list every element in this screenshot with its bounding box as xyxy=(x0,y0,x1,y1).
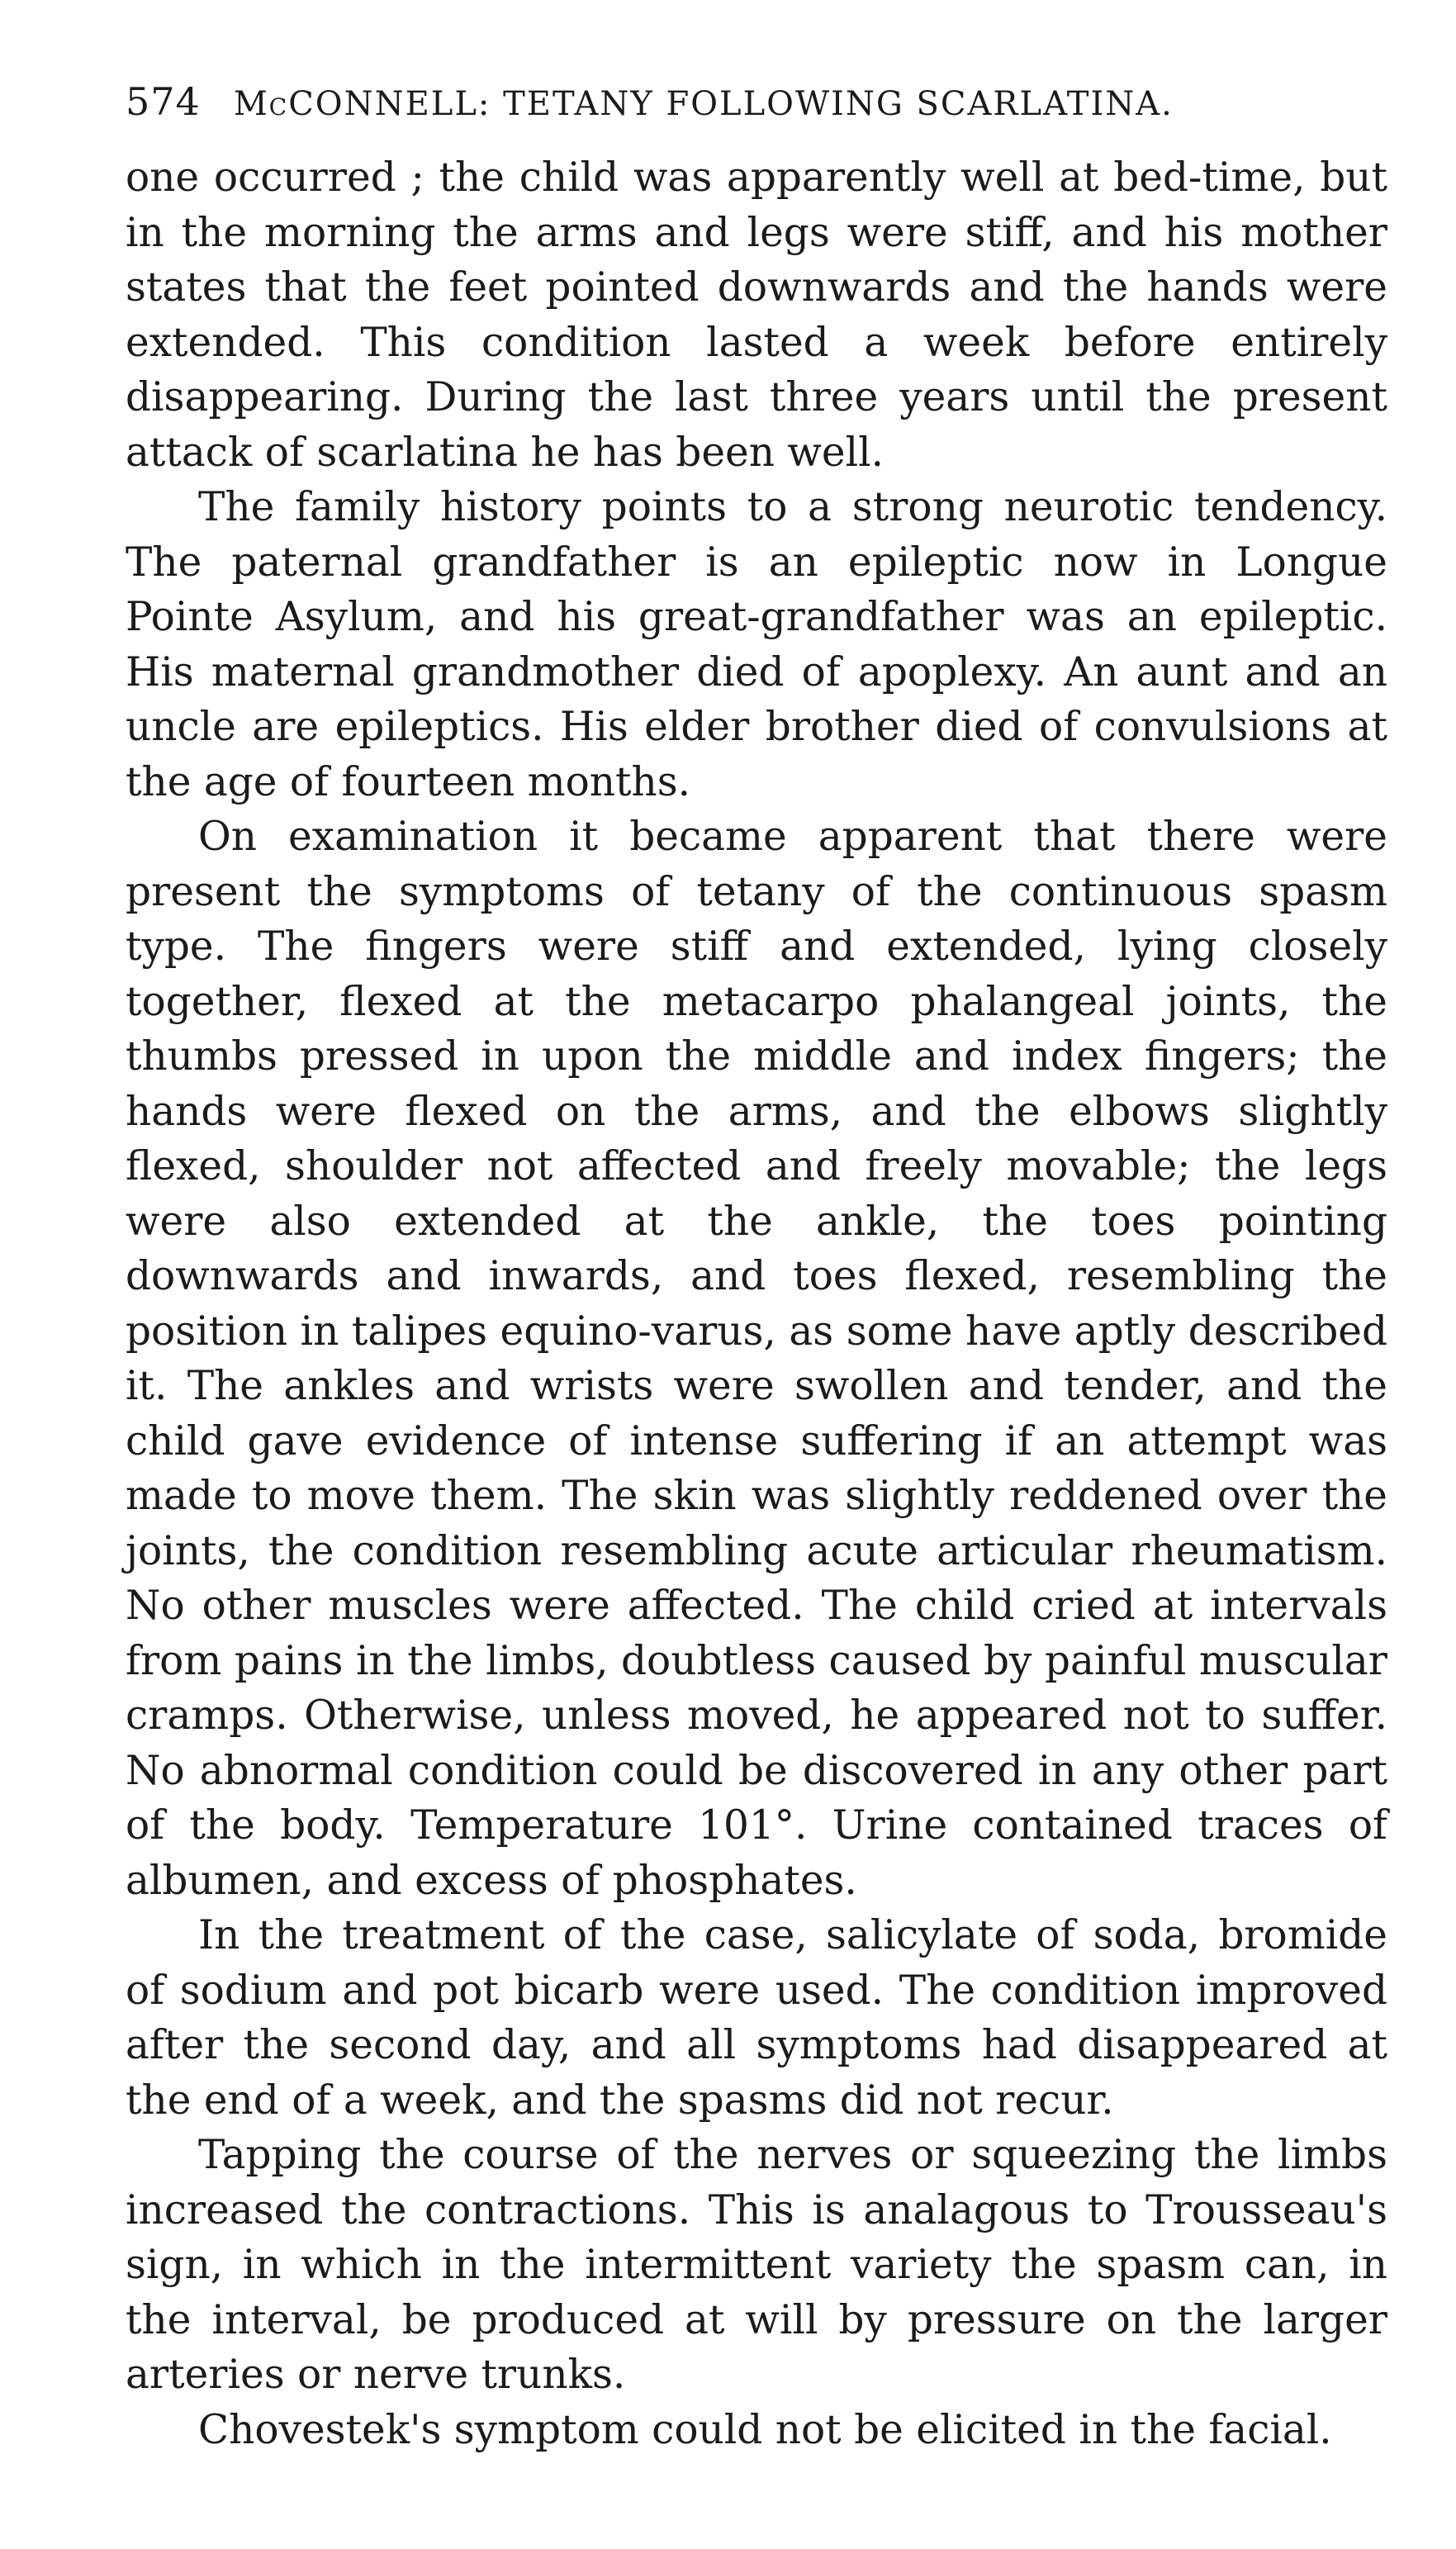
paragraph-treatment: In the treatment of the case, salicylate of soda, bromide of sodium and pot bicarb were used. The condition improved after the second day, and all symptoms had disappeared at the end of a week, and the spasms did not recur. xyxy=(126,1912,1387,2124)
paragraph-continued: one occurred ; the child was apparently well at bed-time, but in the morning the arms and legs were stiff, and his mother states that the feet pointed downwards and the hands were extended. This condition lasted a week before entirely disappearing. During the last three years until the present attack of scarlatina he has been well. xyxy=(126,154,1387,476)
body-text xyxy=(126,150,1387,2457)
paragraph-trousseau-sign: Tapping the course of the nerves or squeezing the limbs increased the contractions. This is analagous to Trousseau's sign, in which in the intermittent variety the spasm can, in the interval, be produced at will by pressure on the larger arteries or nerve trunks. xyxy=(126,2132,1387,2398)
page-number: 574 xyxy=(126,79,201,124)
running-head xyxy=(126,79,1387,129)
paragraph-family-history: The family history points to a strong neurotic tendency. The paternal grandfather is an epileptic now in Longue Pointe Asylum, and his great-grandfather was an epileptic. His maternal grandmother died of apoplexy. An aunt and an uncle are epileptics. His elder brother died of convulsions at the age of fourteen months. xyxy=(126,484,1387,805)
paragraph-examination: On examination it became apparent that there were present the symptoms of tetany of the continuous spasm type. The fingers were stiff and extended, lying closely together, flexed at the metacarpo phalangeal joints, the thumbs pressed in upon the middle and index fingers; the hands were flexed on the arms, and the elbows slightly flexed, shoulder not affected and freely movable; the legs were also extended at the ankle, the toes pointing downwards and inwards, and toes flexed, resembling the position in talipes equino-varus, as some have aptly described it. The ankles and wrists were swollen and tender, and the child gave evidence of intense suffering if an attempt was made to move them. The skin was slightly reddened over the joints, the condition resembling acute articular rheumatism. No other muscles were affected. The child cried at intervals from pains in the limbs, doubtless caused by painful muscular cramps. Otherwise, unless moved, he appeared not to suffer. No abnormal condition could be discovered in any other part of the body. Temperature 101°. Urine contained traces of albumen, and excess of phosphates. xyxy=(126,814,1387,1904)
running-head-title: McCONNELL: TETANY FOLLOWING SCARLATINA. xyxy=(233,85,1174,123)
paragraph-chvostek-sign: Chovestek's symptom could not be elicited in the facial. xyxy=(198,2406,1332,2453)
document-page xyxy=(126,79,1387,2457)
